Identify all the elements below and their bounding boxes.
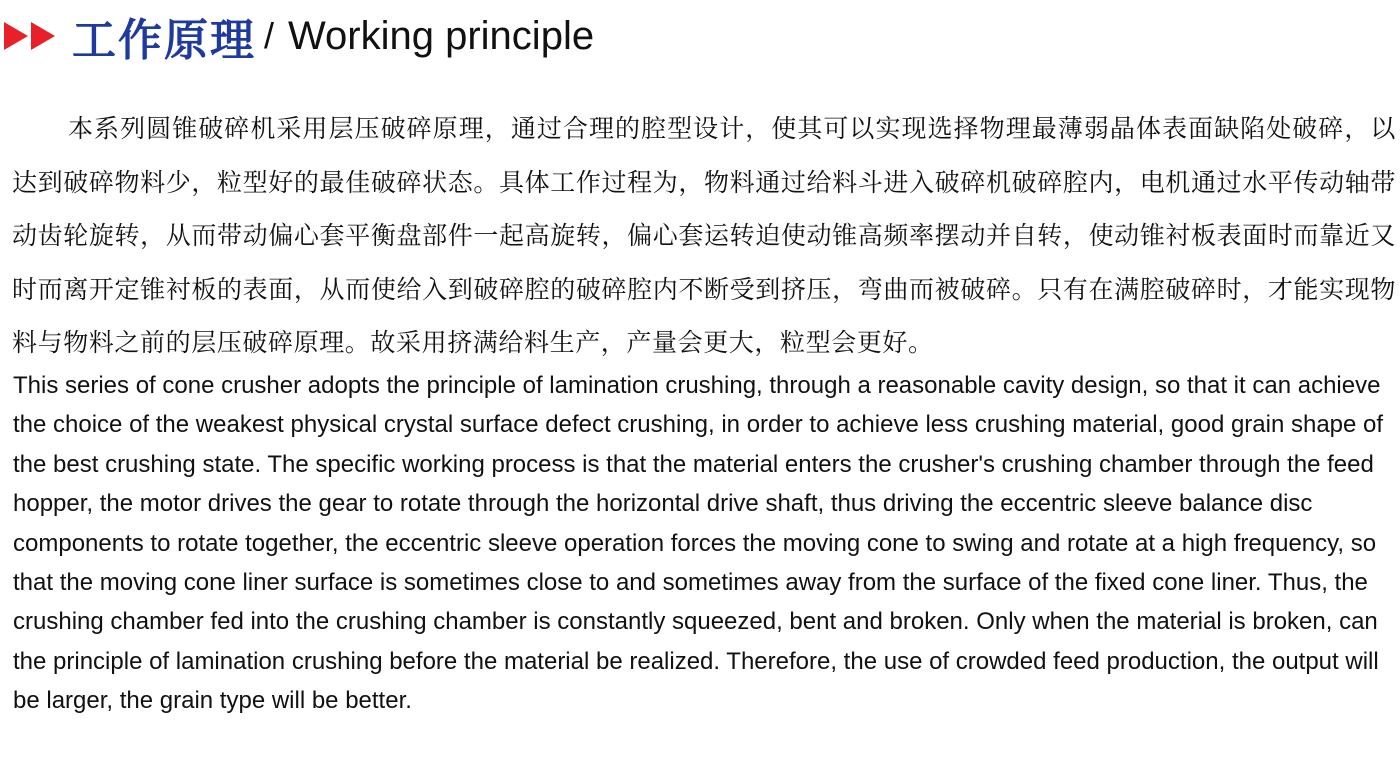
title-chinese: 工作原理 bbox=[72, 15, 256, 66]
paragraph-english: This series of cone crusher adopts the principle of lamination crushing, through a reasonable cavity design, so that it can achieve the choice of the weakest physical crystal surface defect crushing, in order to achieve less crushing material, good grain shape of the best crushing state. The specific working process is that the material enters the crusher's crushing chamber through the feed hopper, the motor drives the gear to rotate through the horizontal drive shaft, thus driving the eccentric sleeve balance disc components to rotate together, the eccentric sleeve operation forces the moving cone to swing and rotate at a high frequency, so that the moving cone liner surface is sometimes close to and sometimes away from the surface of the fixed cone liner. Thus, the crushing chamber fed into the crushing chamber is constantly squeezed, bent and broken. Only when the material is broken, can the principle of lamination crushing before the material be realized. Therefore, the use of crowded feed production, the output will be larger, the grain type will be better. bbox=[13, 372, 1384, 715]
paragraph-chinese: 本系列圆锥破碎机采用层压破碎原理，通过合理的腔型设计，使其可以实现选择物理最薄弱晶体表面缺陷处破碎，以达到破碎物料少，粒型好的最佳破碎状态。具体工作过程为，物料通过给料斗进入破碎机破碎腔内，电机通过水平传动轴带动齿轮旋转，从而带动偏心套平衡盘部件一起高旋转，偏心套运转迫使动锥高频率摆动并自转，使动锥衬板表面时而靠近又时而离开定锥衬板的表面，从而使给入到破碎腔的破碎腔内不断受到挤压，弯曲而被破碎。只有在满腔破碎时，才能实现物料与物料之前的层压破碎原理。故采用挤满给料生产，产量会更大，粒型会更好。 bbox=[12, 114, 1396, 357]
arrow-icon-2 bbox=[31, 22, 55, 50]
section-header bbox=[4, 8, 594, 64]
arrow-icon-1 bbox=[4, 22, 28, 50]
double-right-arrow-icon bbox=[4, 22, 58, 50]
title-separator: / bbox=[264, 15, 275, 56]
title-english: Working principle bbox=[288, 13, 595, 58]
